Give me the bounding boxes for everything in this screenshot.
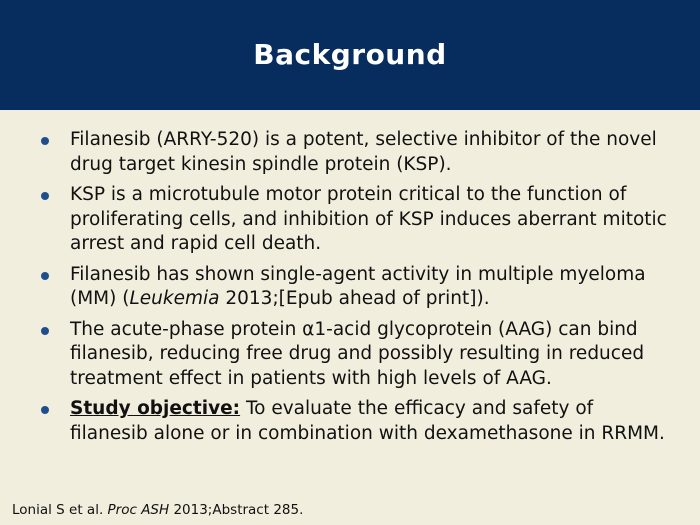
citation-details: 2013;Abstract 285. — [169, 502, 304, 518]
bullet-item — [36, 183, 676, 257]
objective-label: Study objective: — [70, 398, 241, 419]
citation-journal: Proc ASH — [107, 502, 170, 518]
bullet-text: Filanesib (ARRY-520) is a potent, selective inhibitor of the novel drug target kinesin spindle protein (KSP). — [70, 129, 657, 175]
bullet-text-suffix: 2013;[Epub ahead of print]). — [219, 288, 490, 309]
bullet-text-prefix: Filanesib has shown single-agent activity in multiple myeloma (MM) ( — [70, 263, 646, 309]
bullet-dot-icon — [41, 272, 49, 280]
bullet-item — [36, 128, 676, 177]
slide-title: Background — [253, 38, 447, 71]
bullet-dot-icon — [41, 137, 49, 145]
citation-footnote — [12, 502, 303, 518]
bullet-text: KSP is a microtubule motor protein critical to the function of proliferating cells, and inhibition of KSP induces aberrant mitotic arrest and rapid cell death. — [70, 184, 667, 254]
bullet-list — [36, 128, 676, 452]
citation-authors: Lonial S et al. — [12, 502, 108, 518]
bullet-item — [36, 263, 676, 312]
journal-name: Leukemia — [129, 288, 220, 309]
bullet-item — [36, 318, 676, 392]
bullet-text: To evaluate the efficacy and safety of filanesib alone or in combination with dexamethasone in RRMM. — [70, 398, 665, 444]
bullet-dot-icon — [41, 192, 49, 200]
bullet-dot-icon — [41, 327, 49, 335]
bullet-dot-icon — [41, 406, 49, 414]
bullet-item-objective — [36, 397, 676, 446]
title-bar — [0, 0, 700, 110]
bullet-text: The acute-phase protein α1-acid glycoprotein (AAG) can bind filanesib, reducing free drug and possibly resulting in reduced treatment effect in patients with high levels of AAG. — [70, 318, 645, 389]
